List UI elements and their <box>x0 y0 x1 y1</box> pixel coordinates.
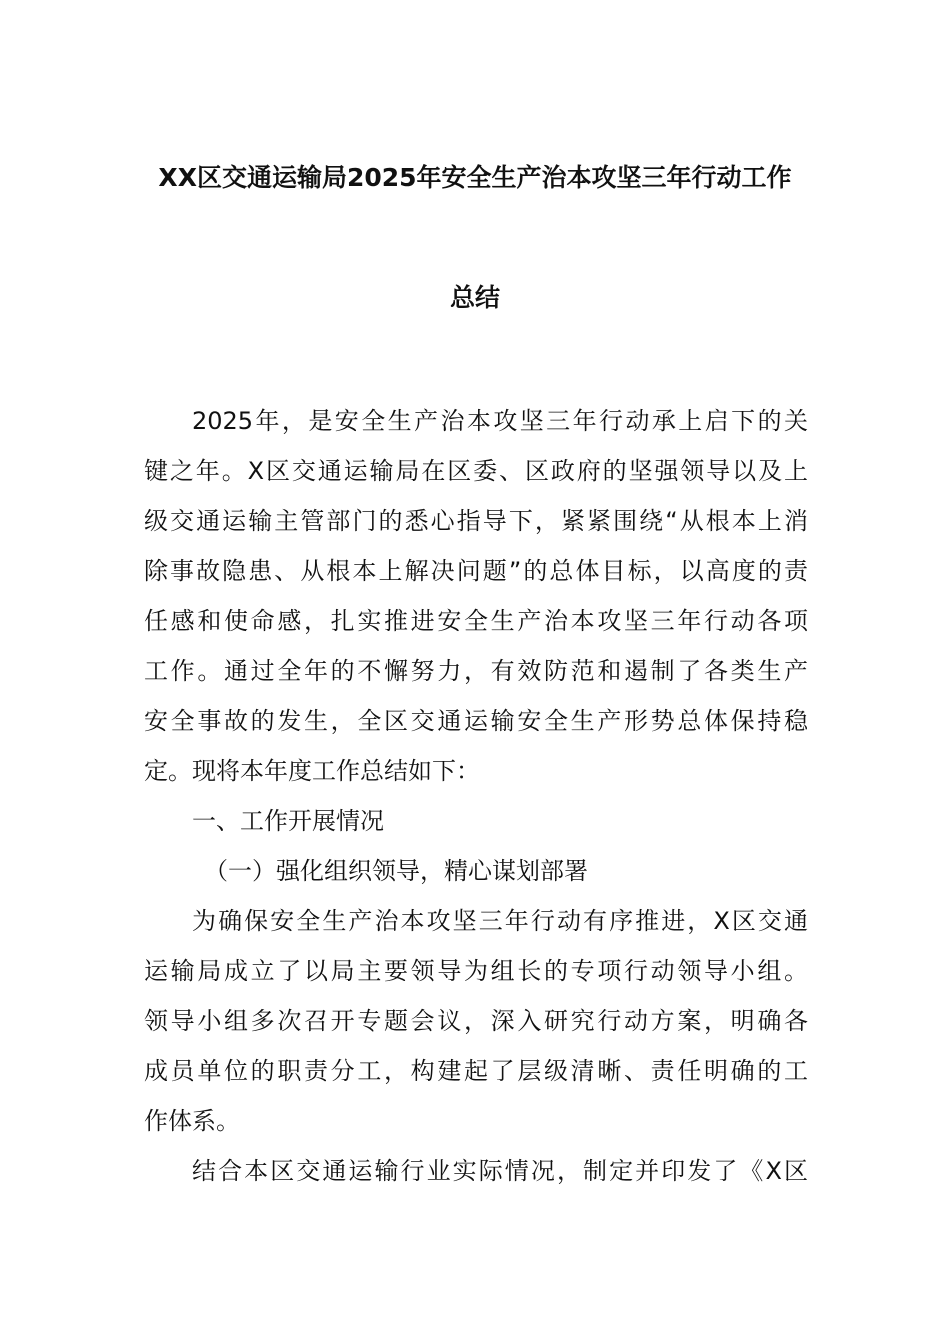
paragraph-2-line-1: 为确保安全生产治本攻坚三年行动有序推进，X区交通 <box>192 907 808 935</box>
paragraph-3-line-1: 结合本区交通运输行业实际情况，制定并印发了《X区 <box>192 1157 808 1185</box>
paragraph-1-line-7: 安全事故的发生，全区交通运输安全生产形势总体保持稳 <box>144 707 808 735</box>
paragraph-1-line-5: 任感和使命感，扎实推进安全生产治本攻坚三年行动各项 <box>144 607 808 635</box>
document-title-line-2: 总结 <box>449 283 500 312</box>
paragraph-1-line-1: 2025年，是安全生产治本攻坚三年行动承上启下的关 <box>192 407 808 435</box>
paragraph-2-line-4: 成员单位的职责分工，构建起了层级清晰、责任明确的工 <box>144 1057 808 1085</box>
paragraph-2-line-5: 作体系。 <box>144 1107 240 1135</box>
paragraph-1-line-2: 键之年。X区交通运输局在区委、区政府的坚强领导以及上 <box>144 457 808 485</box>
paragraph-1-line-3: 级交通运输主管部门的悉心指导下，紧紧围绕“从根本上消 <box>144 507 808 535</box>
subsection-heading-1: （一）强化组织领导，精心谋划部署 <box>204 857 588 885</box>
paragraph-2-line-3: 领导小组多次召开专题会议，深入研究行动方案，明确各 <box>144 1007 808 1035</box>
paragraph-1-line-6: 工作。通过全年的不懈努力，有效防范和遏制了各类生产 <box>144 657 808 685</box>
paragraph-1-line-4: 除事故隐患、从根本上解决问题”的总体目标，以高度的责 <box>144 557 808 585</box>
document-title-line-1: XX区交通运输局2025年安全生产治本攻坚三年行动工作 <box>158 163 792 192</box>
section-heading-1: 一、工作开展情况 <box>192 807 384 835</box>
paragraph-1-line-8: 定。现将本年度工作总结如下： <box>144 757 480 785</box>
paragraph-2-line-2: 运输局成立了以局主要领导为组长的专项行动领导小组。 <box>144 957 808 985</box>
